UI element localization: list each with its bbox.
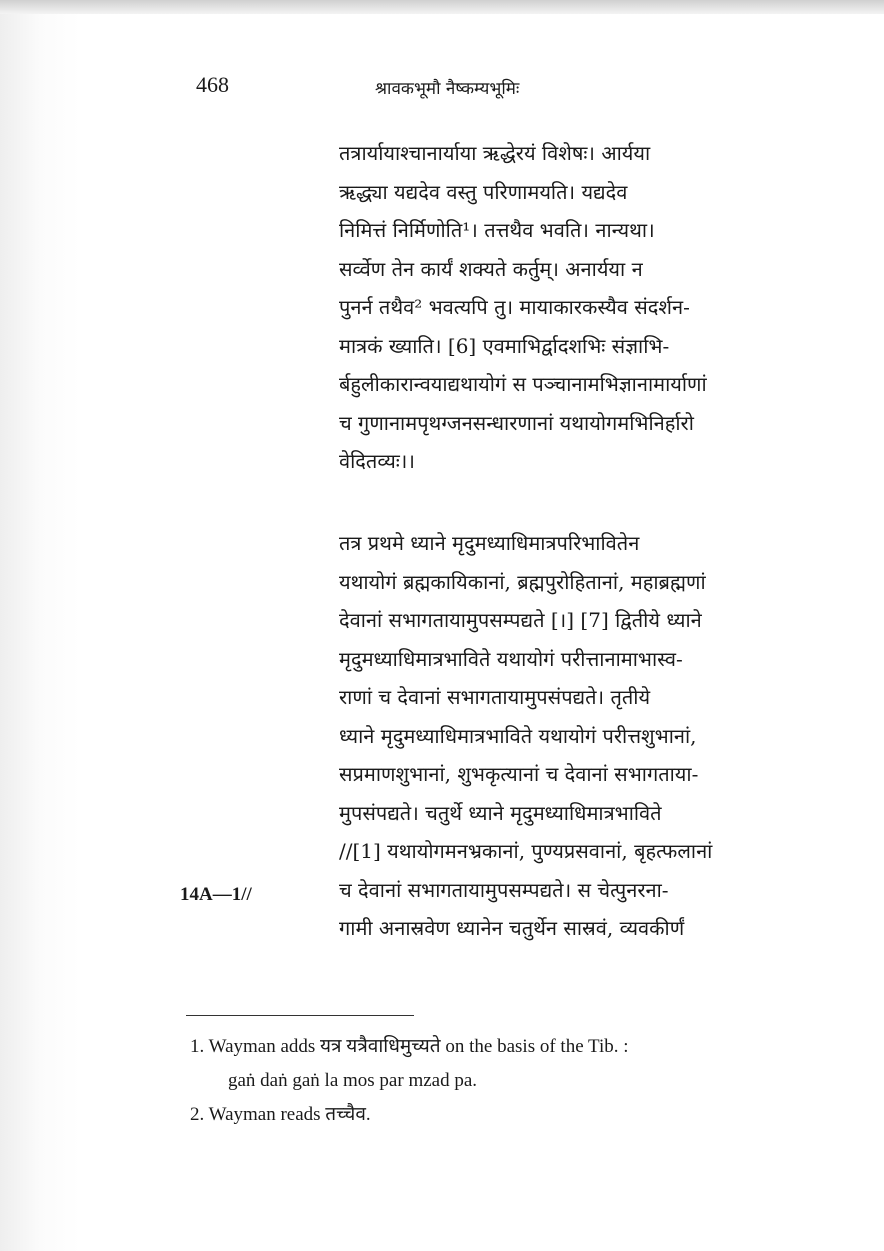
- text-line: च गुणानामपृथग्जनसन्धारणानां यथायोगमभिनिर्हारो: [339, 410, 694, 435]
- footnote-1-continuation: gaṅ daṅ gaṅ la mos par mzad pa.: [228, 1070, 478, 1091]
- footnotes: [190, 1030, 810, 1132]
- text-line: ऋद्ध्या यद्यदेव वस्तु परिणामयति। यद्यदेव: [339, 179, 628, 204]
- text-line: गामी अनास्रवेण ध्यानेन चतुर्थेन सास्रवं, व्यवकीर्णं: [339, 916, 685, 940]
- manuscript-folio-ref: 14A—1//: [180, 884, 252, 905]
- paragraph-1: [285, 134, 795, 481]
- text-line: र्बहुलीकारान्वयाद्यथायोगं स पञ्चानामभिज्ञानामार्याणां: [339, 372, 707, 396]
- text-line: तत्रार्यायाश्चानार्याया ऋद्धेरयं विशेषः। आर्यया: [339, 141, 651, 165]
- paragraph-2: [285, 524, 795, 948]
- text-line: पुनर्न तथैव² भवत्यपि तु। मायाकारकस्यैव संदर्शन-: [339, 295, 690, 319]
- text-line: देवानां सभागतायामुपसम्पद्यते [।] [7] द्वितीये ध्याने: [339, 608, 702, 632]
- page-number: 468: [196, 72, 229, 97]
- text-line: सर्व्वेण तेन कार्यं शक्यते कर्तुम्। अनार्यया न: [339, 256, 643, 281]
- footnote-divider: [186, 1015, 414, 1016]
- running-title: श्रावकभूमौ नैष्कम्यभूमिः: [375, 79, 520, 99]
- text-line: तत्र प्रथमे ध्याने मृदुमध्याधिमात्रपरिभावितेन: [339, 531, 640, 555]
- text-line: निमित्तं निर्मिणोति¹। तत्तथैव भवति। नान्यथा।: [339, 218, 655, 242]
- text-line: मात्रकं ख्याति। [6] एवमाभिर्द्वादशभिः संज्ञाभि-: [339, 333, 670, 358]
- text-line: ध्याने मृदुमध्याधिमात्रभाविते यथायोगं परीत्तशुभानां,: [339, 723, 697, 748]
- footnote-2: 2. Wayman reads तच्चैव.: [190, 1104, 371, 1125]
- text-line: वेदितव्यः।।: [339, 449, 415, 473]
- text-line: मुपसंपद्यते। चतुर्थे ध्याने मृदुमध्याधिमात्रभाविते: [339, 800, 662, 825]
- text-line: मृदुमध्याधिमात्रभाविते यथायोगं परीत्तानामाभास्व-: [339, 646, 683, 671]
- text-line: राणां च देवानां सभागतायामुपसंपद्यते। तृतीये: [339, 685, 651, 709]
- text-line: सप्रमाणशुभानां, शुभकृत्यानां च देवानां सभागताया-: [339, 762, 699, 786]
- scan-top-edge: [0, 0, 884, 14]
- text-line: च देवानां सभागतायामुपसम्पद्यते। स चेत्पुनरना-: [339, 877, 669, 902]
- text-line: यथायोगं ब्रह्मकायिकानां, ब्रह्मपुरोहितानां, महाब्रह्मणां: [339, 569, 706, 594]
- text-line: //[1] यथायोगमनभ्रकानां, पुण्यप्रसवानां, बृहत्फलानां: [339, 839, 713, 863]
- footnote-1: 1. Wayman adds यत्र यत्रैवाधिमुच्यते on the basis of the Tib. :: [190, 1036, 629, 1057]
